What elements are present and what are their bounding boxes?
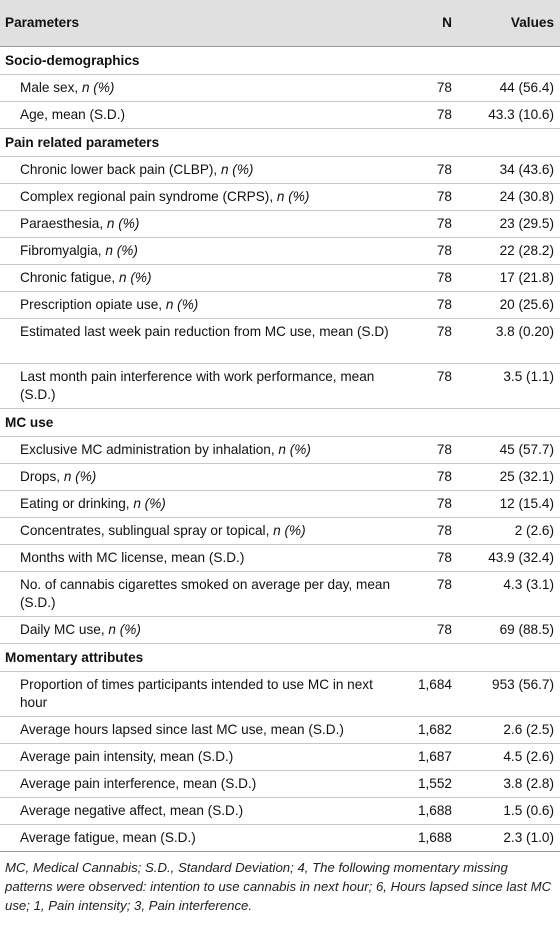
parameter-cell [0,825,405,852]
value-cell: 953 (56.7) [460,672,560,717]
section-title: Momentary attributes [0,644,560,672]
table-row [0,211,560,238]
header-values: Values [460,0,560,47]
parameter-label: Drops, [20,469,64,484]
table-row [0,617,560,644]
table-body [0,47,560,852]
parameter-cell [0,364,405,409]
header-row [0,0,560,47]
parameter-cell [0,157,405,184]
table-row [0,825,560,852]
n-cell: 78 [405,464,460,491]
value-cell: 20 (25.6) [460,292,560,319]
table-row [0,265,560,292]
table-row [0,157,560,184]
parameter-unit: n (%) [108,622,141,637]
table-row [0,292,560,319]
parameter-label: Average hours lapsed since last MC use, mean (S.D.) [20,722,344,737]
value-cell: 2.3 (1.0) [460,825,560,852]
table-row [0,491,560,518]
n-cell: 78 [405,518,460,545]
value-cell: 43.3 (10.6) [460,102,560,129]
n-cell: 78 [405,491,460,518]
parameter-label: No. of cannabis cigarettes smoked on average per day, mean (S.D.) [20,577,391,610]
value-cell: 17 (21.8) [460,265,560,292]
value-cell: 1.5 (0.6) [460,798,560,825]
table-row [0,184,560,211]
table-row [0,572,560,617]
parameter-label: Estimated last week pain reduction from MC use, mean (S.D) [20,324,389,339]
parameter-unit: n (%) [220,162,254,177]
value-cell: 3.5 (1.1) [460,364,560,409]
table-row [0,364,560,409]
n-cell: 78 [405,617,460,644]
parameter-cell [0,491,405,518]
parameter-cell [0,545,405,572]
value-cell: 24 (30.8) [460,184,560,211]
parameter-cell [0,75,405,102]
value-cell: 43.9 (32.4) [460,545,560,572]
parameter-unit: n (%) [119,270,152,285]
parameter-cell [0,572,405,617]
n-cell: 78 [405,75,460,102]
table-row [0,319,560,364]
parameter-label: Paraesthesia, [20,216,107,231]
n-cell: 1,684 [405,672,460,717]
n-cell: 78 [405,265,460,292]
parameter-unit: n (%) [276,189,310,204]
parameter-cell [0,211,405,238]
parameter-label: Concentrates, sublingual spray or topical, [20,523,274,538]
parameter-label: Prescription opiate use, [20,297,166,312]
value-cell: 12 (15.4) [460,491,560,518]
parameter-label: Average pain interference, mean (S.D.) [20,776,257,791]
n-cell: 78 [405,238,460,265]
section-title: MC use [0,409,560,437]
table-row [0,798,560,825]
value-cell: 34 (43.6) [460,157,560,184]
parameter-label: Eating or drinking, [20,496,134,511]
parameter-label: Chronic lower back pain (CLBP), [20,162,221,177]
n-cell: 78 [405,292,460,319]
header-parameters: Parameters [0,0,405,47]
parameter-unit: n (%) [81,80,115,95]
n-cell: 78 [405,545,460,572]
section-row [0,644,560,672]
n-cell: 78 [405,184,460,211]
parameter-cell [0,102,405,129]
parameter-unit: n (%) [105,243,138,258]
n-cell: 78 [405,572,460,617]
n-cell: 1,687 [405,744,460,771]
parameter-cell [0,464,405,491]
n-cell: 78 [405,211,460,238]
parameter-cell [0,771,405,798]
section-row [0,129,560,157]
table-row [0,238,560,265]
n-cell: 78 [405,319,460,364]
value-cell: 22 (28.2) [460,238,560,265]
parameter-cell [0,292,405,319]
value-cell: 4.3 (3.1) [460,572,560,617]
table-row [0,545,560,572]
section-row [0,409,560,437]
header-n: N [405,0,460,47]
table-row [0,464,560,491]
n-cell: 1,688 [405,825,460,852]
value-cell: 23 (29.5) [460,211,560,238]
table-row [0,75,560,102]
parameter-unit: n (%) [63,469,97,484]
parameter-label: Complex regional pain syndrome (CRPS), [20,189,277,204]
table-row [0,717,560,744]
table-row [0,102,560,129]
parameter-cell [0,319,405,364]
table-footnote: MC, Medical Cannabis; S.D., Standard Deviation; 4, The following momentary missing patterns were observed: intention to use cannabis in next hour; 6, Hours lapsed since last MC use; 1, Pain intensity; 3, Pain interference. [5,860,552,913]
table-row [0,771,560,798]
parameter-label: Months with MC license, mean (S.D.) [20,550,245,565]
parameter-cell [0,617,405,644]
value-cell: 2 (2.6) [460,518,560,545]
parameter-label: Fibromyalgia, [20,243,106,258]
n-cell: 1,688 [405,798,460,825]
parameter-cell [0,265,405,292]
parameter-label: Exclusive MC administration by inhalation, [20,442,279,457]
n-cell: 78 [405,102,460,129]
table-row [0,437,560,464]
value-cell: 69 (88.5) [460,617,560,644]
n-cell: 1,682 [405,717,460,744]
parameter-cell [0,717,405,744]
parameter-cell [0,437,405,464]
parameter-unit: n (%) [106,216,140,231]
n-cell: 78 [405,157,460,184]
value-cell: 25 (32.1) [460,464,560,491]
parameter-cell [0,518,405,545]
table-row [0,518,560,545]
parameter-cell [0,672,405,717]
parameter-unit: n (%) [133,496,166,511]
parameter-cell [0,238,405,265]
section-row [0,47,560,75]
parameter-label: Average fatigue, mean (S.D.) [20,830,196,845]
value-cell: 2.6 (2.5) [460,717,560,744]
value-cell: 4.5 (2.6) [460,744,560,771]
parameter-unit: n (%) [278,442,311,457]
parameter-unit: n (%) [165,297,199,312]
parameter-unit: n (%) [273,523,306,538]
table-row [0,672,560,717]
value-cell: 44 (56.4) [460,75,560,102]
value-cell: 3.8 (0.20) [460,319,560,364]
value-cell: 3.8 (2.8) [460,771,560,798]
parameter-label: Daily MC use, [20,622,109,637]
parameter-label: Average negative affect, mean (S.D.) [20,803,244,818]
parameter-cell [0,184,405,211]
parameter-label: Age, mean (S.D.) [20,107,126,122]
section-title: Socio-demographics [0,47,560,75]
parameter-cell [0,798,405,825]
table-row [0,744,560,771]
section-title: Pain related parameters [0,129,560,157]
parameter-label: Chronic fatigue, [20,270,119,285]
n-cell: 1,552 [405,771,460,798]
parameter-cell [0,744,405,771]
table-header [0,0,560,47]
parameter-label: Last month pain interference with work performance, mean (S.D.) [20,369,375,402]
n-cell: 78 [405,437,460,464]
parameter-label: Male sex, [20,80,82,95]
parameter-label: Average pain intensity, mean (S.D.) [20,749,234,764]
value-cell: 45 (57.7) [460,437,560,464]
parameter-label: Proportion of times participants intended to use MC in next hour [20,677,373,710]
n-cell: 78 [405,364,460,409]
